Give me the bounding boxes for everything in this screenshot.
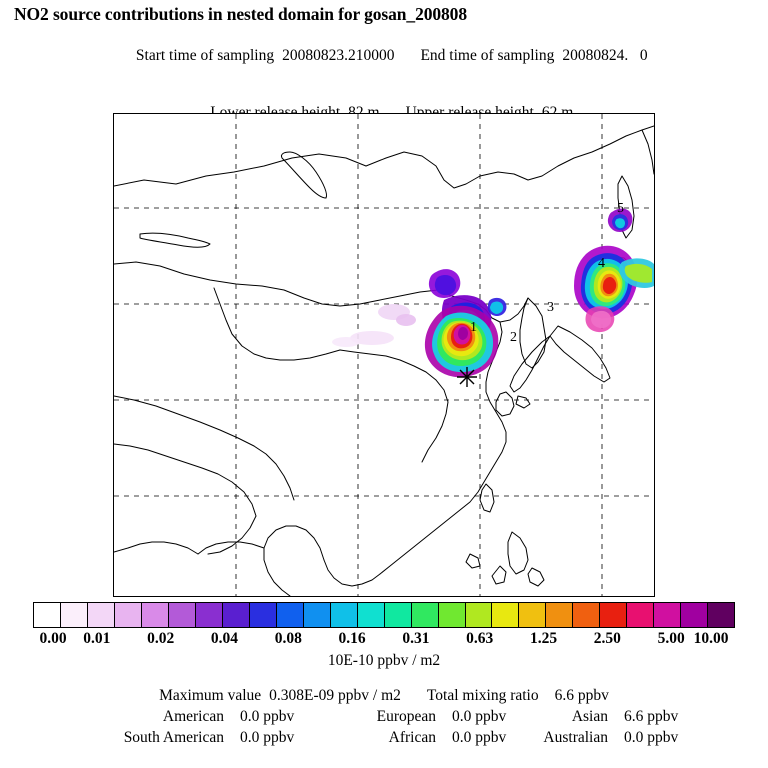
colorbar-tick-2: 0.02 (147, 630, 175, 647)
colorbar-swatch-13 (385, 603, 412, 627)
page-title: NO2 source contributions in nested domain for gosan_200808 (14, 4, 467, 24)
total-mixing-ratio-value: 6.6 ppbv (554, 687, 609, 704)
region-european-value: 0.0 ppbv (452, 708, 507, 725)
end-time-value: 20080824. 0 (562, 47, 648, 64)
colorbar-swatch-2 (88, 603, 115, 627)
region-australian-label: Australian (543, 729, 608, 746)
region-asian-label: Asian (571, 708, 608, 725)
region-south-american-value: 0.0 ppbv (240, 729, 295, 746)
colorbar-tick-5: 0.16 (338, 630, 366, 647)
colorbar-tick-4: 0.08 (274, 630, 302, 647)
plume-korea (488, 298, 507, 316)
map-panel (113, 113, 655, 597)
region-american-label: American (162, 708, 224, 725)
plume-hokkaido (574, 209, 654, 333)
colorbar-unit-label: 10E-10 ppbv / m2 (327, 652, 441, 669)
colorbar-swatch-8 (250, 603, 277, 627)
colorbar-swatch-16 (466, 603, 493, 627)
colorbar-swatch-25 (708, 603, 734, 627)
region-australian-value: 0.0 ppbv (624, 729, 679, 746)
plume-inland-spot (429, 269, 460, 298)
colorbar-swatch-4 (142, 603, 169, 627)
region-european-label: European (376, 708, 436, 725)
region-african-value: 0.0 ppbv (452, 729, 507, 746)
colorbar-swatch-19 (546, 603, 573, 627)
colorbar-tick-11: 10.00 (693, 630, 729, 647)
colorbar-tick-0: 0.00 (39, 630, 67, 647)
colorbar-swatch-12 (358, 603, 385, 627)
colorbar-swatch-1 (61, 603, 88, 627)
release-site-marker (457, 367, 477, 387)
map-annotation-5: 5 (617, 201, 624, 216)
colorbar-swatch-3 (115, 603, 142, 627)
footer-row-2 (0, 727, 768, 748)
colorbar-swatch-22 (627, 603, 654, 627)
footer-row-max (0, 685, 768, 706)
colorbar-swatch-15 (439, 603, 466, 627)
map-coastlines (114, 126, 654, 596)
map-annotation-3: 3 (547, 300, 554, 315)
colorbar-tick-9: 2.50 (593, 630, 621, 647)
max-value-label: Maximum value (159, 687, 262, 704)
colorbar-swatch-17 (492, 603, 519, 627)
colorbar-swatch-21 (600, 603, 627, 627)
region-american-value: 0.0 ppbv (240, 708, 295, 725)
colorbar-swatch-18 (519, 603, 546, 627)
region-african-label: African (388, 729, 436, 746)
start-time-value: 20080823.210000 (282, 47, 395, 64)
colorbar-swatch-14 (412, 603, 439, 627)
colorbar-swatch-20 (573, 603, 600, 627)
colorbar-swatch-9 (277, 603, 304, 627)
colorbar-swatch-5 (169, 603, 196, 627)
colorbar-tick-8: 1.25 (529, 630, 558, 647)
footer-row-1 (0, 706, 768, 727)
colorbar-swatch-24 (681, 603, 708, 627)
total-mixing-ratio-label: Total mixing ratio (426, 687, 539, 704)
colorbar-swatch-6 (196, 603, 223, 627)
region-south-american-label: South American (123, 729, 224, 746)
colorbar-tick-labels (0, 630, 768, 648)
footer-stats (0, 685, 768, 748)
colorbar-swatch-23 (654, 603, 681, 627)
plume-diffuse-west (332, 304, 416, 347)
colorbar-tick-6: 0.31 (402, 630, 430, 647)
sampling-time-line (0, 25, 768, 84)
colorbar-tick-7: 0.63 (466, 630, 494, 647)
colorbar-swatch-0 (34, 603, 61, 627)
colorbar-tick-10: 5.00 (657, 630, 685, 647)
colorbar (33, 602, 735, 628)
colorbar-swatch-7 (223, 603, 250, 627)
map-annotation-1: 1 (470, 320, 477, 335)
region-asian-value: 6.6 ppbv (624, 708, 679, 725)
plume-china (425, 295, 498, 377)
map-annotation-2: 2 (510, 330, 517, 345)
map-gridlines (114, 114, 654, 596)
max-value-value: 0.308E-09 ppbv / m2 (269, 687, 401, 704)
map-annotation-4: 4 (598, 256, 605, 271)
start-time-label: Start time of sampling (135, 47, 275, 64)
colorbar-tick-3: 0.04 (210, 630, 239, 647)
map-svg (114, 114, 654, 596)
colorbar-swatch-11 (331, 603, 358, 627)
colorbar-swatch-10 (304, 603, 331, 627)
end-time-label: End time of sampling (420, 47, 555, 64)
colorbar-tick-1: 0.01 (83, 630, 111, 647)
colorbar-swatches (33, 602, 735, 628)
